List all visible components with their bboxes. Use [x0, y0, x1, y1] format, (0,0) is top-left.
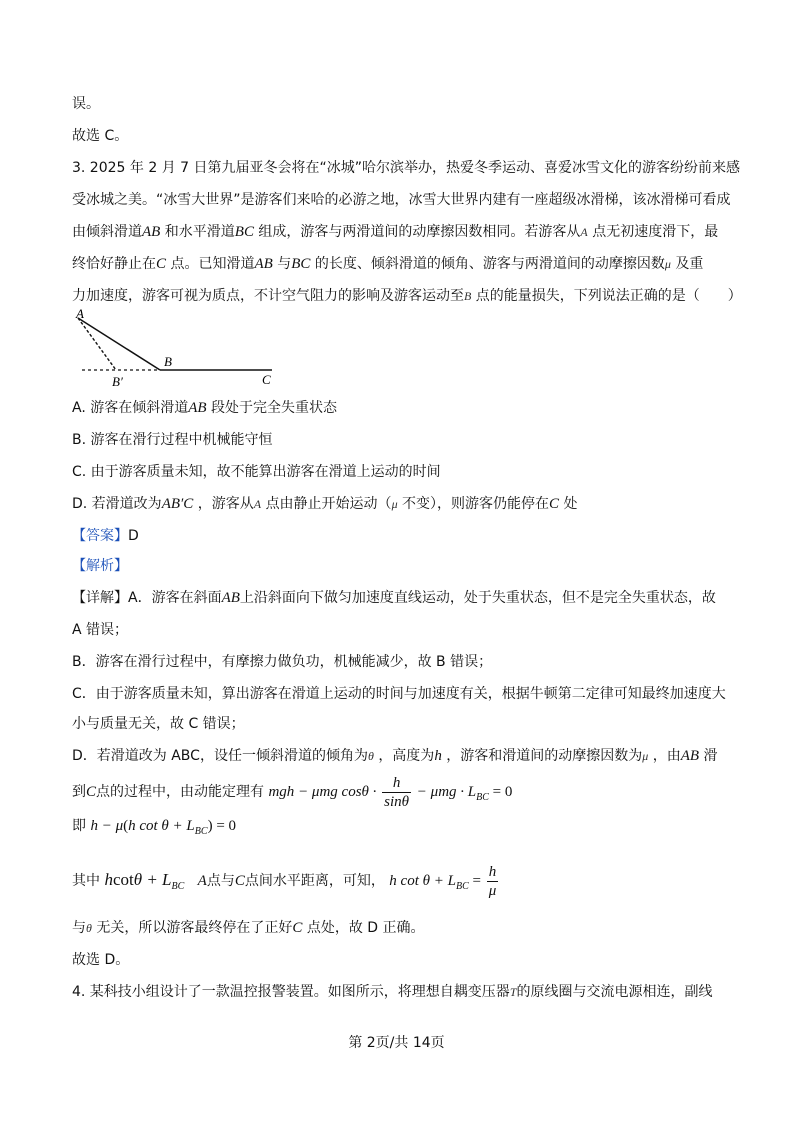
option-d: D. 若滑道改为AB′C ，游客从A 点由静止开始运动（μ 不变），则游客仍能停在C 处	[72, 496, 578, 512]
label-b: B	[164, 354, 172, 369]
explanation-line: 到C点的过程中，由动能定理有 mgh − μmg cosθ · $\frac{h}{\sin\theta}$ − $\mu mg \cdot L_{BC} = 0$	[72, 775, 513, 811]
explanation-line: 即 h − μ(h $\cot \theta + L_{BC}) = 0$	[72, 818, 237, 837]
label-a: A	[76, 306, 84, 321]
explanation-line: 【详解】A．游客在斜面AB上沿斜面向下做匀加速度直线运动，处于失重状态，但不是完全失重状态，故	[72, 590, 716, 606]
question-3-line: 受冰城之美。“冰雪大世界”是游客们来哈的必游之地，冰雪大世界内建有一座超级冰滑梯，该冰滑梯可看成	[72, 192, 731, 208]
fraction-h-sin: $\frac{h}{\sin\theta}$	[384, 775, 410, 811]
question-3-line: 终恰好静止在C 点。已知滑道AB 与BC 的长度、倾斜滑道的倾角、游客与两滑道间的动摩擦因数μ 及重	[72, 256, 704, 272]
option-b: B. 游客在滑行过程中机械能守恒	[72, 432, 273, 448]
answer-label: 【答案】	[72, 528, 128, 544]
option-c: C. 由于游客质量未知，故不能算出游客在滑道上运动的时间	[72, 464, 441, 480]
simplified-equation: h − μ(h $\cot \theta + L_{BC}) = 0$	[90, 818, 237, 837]
label-c: C	[262, 372, 271, 387]
explanation-line: A 错误；	[72, 622, 129, 638]
energy-equation: mgh − μmg cosθ · $\frac{h}{\sin\theta}$ − $\mu mg \cdot L_{BC} = 0$	[268, 775, 513, 811]
explanation-line: B．游客在滑行过程中，有摩擦力做负功，机械能减少，故 B 错误；	[72, 654, 493, 670]
explanation-line: D．若滑道改为 ABC，设任一倾斜滑道的倾角为θ ，高度为h ，游客和滑道间的动摩擦因数为μ ，由AB 滑	[72, 748, 718, 764]
explanation-line: 故选 D。	[72, 952, 130, 968]
question-4-line: 4. 某科技小组设计了一款温控报警装置。如图所示，将理想自耦变压器T的原线圈与交流电源相连，副线	[72, 984, 713, 1000]
explanation-line: 与θ 无关，所以游客最终停在了正好C 点处，故 D 正确。	[72, 920, 425, 936]
fraction-h-mu: $\frac{h}{\mu}$	[488, 864, 497, 900]
incline-abp	[78, 318, 116, 370]
question-3-line: 力加速度，游客可视为质点，不计空气阻力的影响及游客运动至B 点的能量损失，下列说法正确的是（ ）	[72, 288, 742, 304]
answer-value: D	[128, 528, 139, 544]
explanation-line: C．由于游客质量未知，算出游客在滑道上运动的时间与加速度有关，根据牛顿第二定律可知最终加速度大	[72, 686, 726, 702]
page-footer: 第 2页/共 14页	[348, 1035, 445, 1051]
question-3-line: 3. 2025 年 2 月 7 日第九届亚冬会将在“冰城”哈尔滨举办，热爱冬季运动、喜爱冰雪文化的游客纷纷前来感	[72, 160, 741, 176]
incline-ab	[78, 318, 160, 370]
explanation-line: 其中 $hcot\theta + L_{BC}$ A点与C点间水平距离，可知， h $\cot \theta + L_{BC}$ = $\frac{h}{\mu}$	[72, 860, 500, 907]
option-a: A. 游客在倾斜滑道AB 段处于完全失重状态	[72, 400, 338, 416]
explanation-line: 小与质量无关，故 C 错误；	[72, 716, 245, 732]
answer-line	[72, 526, 139, 546]
analysis-label: 【解析】	[72, 558, 128, 574]
distance-equation: h $\cot \theta + L_{BC}$ = $\frac{h}{\mu}$	[389, 864, 497, 900]
slide-diagram	[72, 306, 282, 390]
text-line: 误。	[72, 96, 100, 112]
text-line: 故选 C。	[72, 128, 129, 144]
question-3-line: 由倾斜滑道AB 和水平滑道BC 组成，游客与两滑道间的动摩擦因数相同。若游客从A 点无初速度滑下，最	[72, 224, 719, 240]
label-bprime: B′	[112, 374, 123, 389]
